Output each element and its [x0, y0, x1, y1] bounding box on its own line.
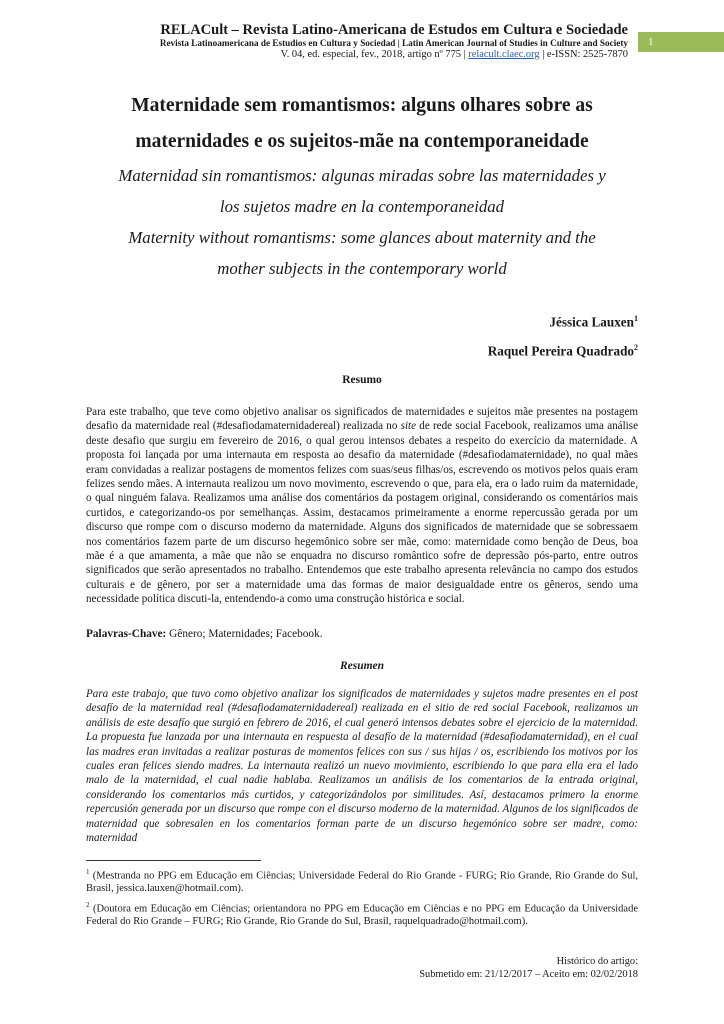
resumen-heading: Resumen [339, 660, 385, 672]
title-en-line1: Maternity without romantisms: some glances about maternity and the [128, 228, 596, 247]
keywords-label: Palavras-Chave: [86, 628, 167, 640]
resumen-text: Para este trabajo, que tuvo como objetivo analizar los significados de maternidades y sujetos madre presentes en el post desafío de la maternidad real (#desafiodamaternidadereal) realizada en el sitio de red social Facebook, realizamos un análisis de este desafío que surgió en febrero de 2016, el cual generó intensos debates sobre el ejercicio de la maternidad. La propuesta fue lanzada por una internauta en respuesta al desafío de la maternidad (#desafiodamaternidad), en el cual las madres eran invitadas a realizar posturas de momentos felices con sus / sus hijas / os, escribiendo los motivos por los cuales eran felices siendo madres. La internauta realizó un nuevo movimiento, escribiendo lo que para ella era el lado malo de la maternidad, el cual nadie hablaba. Realizamos un análisis de los comentarios de la entrada original, considerando los comentarios más curtidos, y categorizándolos por similitudes. Así, destacamos primero la enorme repercusión generada por un discurso que rompe con el discurso moderno de la maternidad. Algunos de los significados de maternidad que sobresalen en los comentarios forman parte de un discurso hegemónico sobre ser madre, como: maternidad [86, 688, 638, 845]
title-es-line2: los sujetos madre en la contemporaneidad [219, 197, 505, 216]
footnote-1 [86, 866, 638, 896]
footnotes [86, 866, 638, 932]
author-note-ref[interactable]: 2 [634, 343, 638, 353]
journal-header [160, 22, 628, 60]
abstract-text [86, 405, 638, 607]
journal-subtitle: Revista Latinoamericana de Estudios en Cultura y Sociedad | Latin American Journal of Studies in Culture and Society [159, 38, 628, 49]
keywords-value: Gênero; Maternidades; Facebook. [169, 628, 323, 640]
footnote-2-text: (Doutora em Educação em Ciências; orientandora no PPG em Educação em Ciências e no PPG em Educação da Universidade Federal do Rio Grande – FURG; Rio Grande, Rio Grande do Sul, Brasil, raquelquadrado@hotmail.com). [86, 903, 638, 928]
title-en-line2: mother subjects in the contemporary world [217, 259, 507, 278]
abstract-heading: Resumo [342, 374, 382, 386]
author-1 [488, 306, 638, 335]
journal-meta [160, 49, 628, 61]
title-pt-line1: Maternidade sem romantismos: alguns olhares sobre as [131, 95, 593, 116]
author-note-ref[interactable]: 1 [634, 314, 638, 323]
history-label: Histórico do artigo: [556, 956, 638, 967]
journal-link[interactable]: relacult.claec.org [468, 48, 540, 60]
meta-suffix: | e-ISSN: 2525-7870 [542, 48, 628, 60]
author-list [488, 306, 638, 365]
article-history [419, 955, 638, 981]
author-name: Raquel Pereira Quadrado [487, 343, 634, 359]
page-number-badge: 1 [638, 32, 724, 52]
footnote-marker: 2 [86, 900, 90, 909]
abstract-part1: Para este trabalho, que teve como objetivo analisar os significados de maternidades e sujeitos mãe presentes na postagem desafio da maternidade real (#desafiodamaternidadereal) realizada no [86, 406, 638, 433]
footnote-1-text: (Mestranda no PPG em Educação em Ciências; Universidade Federal do Rio Grande - FURG; Rio Grande, Rio Grande do Sul, Brasil, jessica.lauxen@hotmail.com). [86, 870, 638, 895]
article-titles [70, 88, 654, 284]
keywords-line [86, 628, 323, 640]
history-dates: Submetido em: 21/12/2017 – Aceito em: 02/02/2018 [419, 969, 638, 980]
journal-title: RELACult – Revista Latino-Americana de Estudos em Cultura e Sociedade [160, 22, 628, 38]
title-es-line1: Maternidad sin romantismos: algunas miradas sobre las maternidades y [118, 166, 606, 185]
footnote-2 [86, 899, 638, 929]
meta-prefix: V. 04, ed. especial, fev., 2018, artigo nº 775 | [280, 48, 466, 60]
abstract-site-word: site [400, 420, 417, 433]
footnote-marker: 1 [86, 868, 90, 876]
author-2 [488, 335, 638, 364]
title-pt-line2: maternidades e os sujeitos-mãe na contemporaneidade [135, 131, 589, 152]
author-name: Jéssica Lauxen [549, 314, 634, 330]
footnote-divider [86, 860, 261, 861]
abstract-part2: de rede social Facebook, realizamos uma análise deste desafio que surgiu em fevereiro de 2016, o qual gerou intensos debates a respeito do exercício da maternidade. A proposta foi lançada por uma internauta em resposta ao desafio da maternidade (#desafiodamaternidade), no qual mães eram convidadas a realizar postagens de momentos felizes com suas/seus filhas/os, escrevendo os motivos pelos quais eram felizes sendo mães. A internauta realizou um novo movimento, escrevendo o que, para ela, era o lado ruim da maternidade, o qual ninguém falava. Realizamos uma análise dos comentários da postagem original, considerando os comentários mais curtidos, e categorizando-os por semelhanças. Assim, destacamos primeiramente a enorme repercussão gerada por um discurso que rompe com o discurso moderno da maternidade. Alguns dos significados de maternidade que se sobressaem nos comentários fazem parte de um discurso hegemônico sobre ser mãe, como: maternidade como benção de Deus, boa mãe é a que amamenta, a mãe que não se enquadra no discurso romântico sofre de depressão pós-parto, entre outros significados que serão apresentados no trabalho. Entendemos que este trabalho apresenta relevância no campo dos estudos culturais e de gênero, por ser a maternidade uma das formas de maior desigualdade entre os gêneros, sendo uma necessidade política discuti-la, entendendo-a como uma construção histórica e social. [86, 420, 638, 606]
